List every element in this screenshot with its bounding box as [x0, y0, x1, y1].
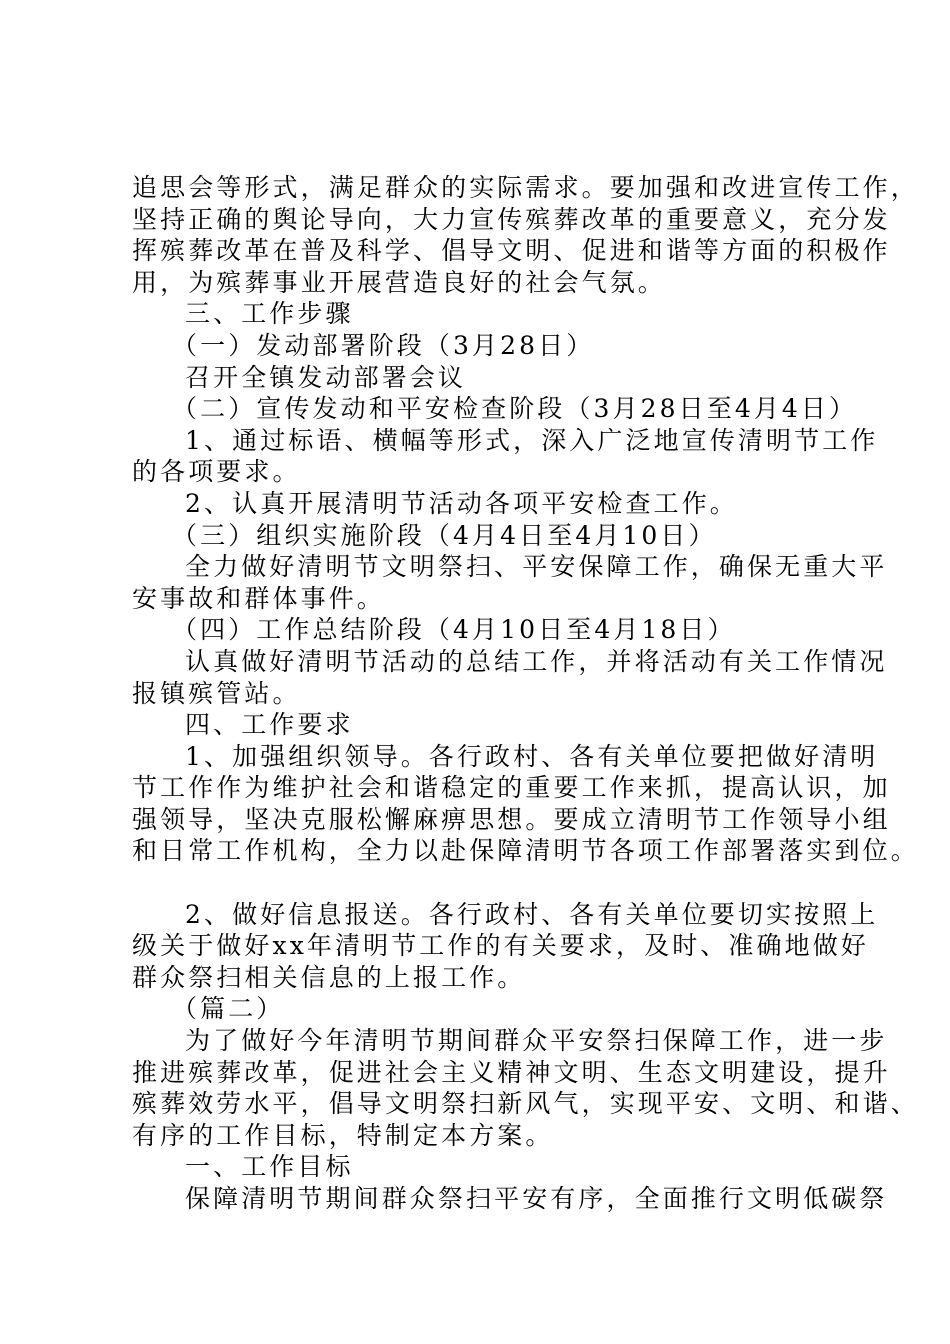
text-line: 节工作作为维护社会和谐稳定的重要工作来抓，提高认识，加: [132, 773, 891, 803]
text-line: 为了做好今年清明节期间群众平安祭扫保障工作，进一步: [185, 1026, 888, 1056]
text-line: 坚持正确的舆论导向，大力宣传殡葬改革的重要意义，充分发: [132, 204, 891, 234]
text-line: 追思会等形式，满足群众的实际需求。要加强和改进宣传工作，: [132, 173, 919, 202]
document-body: [132, 172, 919, 1215]
subsection-heading: （三）组织实施阶段（4月4日至4月10日）: [172, 520, 717, 550]
text-line: 殡葬效劳水平，倡导文明祭扫新风气，实现平安、文明、和谐、: [132, 1089, 919, 1119]
subsection-heading: （四）工作总结阶段（4月10日至4月18日）: [172, 615, 736, 645]
part-heading: （篇二）: [172, 994, 285, 1024]
text-line: 全力做好清明节文明祭扫、平安保障工作，确保无重大平: [185, 552, 888, 582]
text-line: 保障清明节期间群众祭扫平安有序，全面推行文明低碳祭: [185, 1184, 888, 1213]
subsection-heading: （二）宣传发动和平安检查阶段（3月28日至4月4日）: [172, 394, 858, 424]
text-line: 1、通过标语、横幅等形式，深入广泛地宣传清明节工作: [185, 425, 879, 455]
section-heading: 一、工作目标: [185, 1152, 354, 1182]
text-line: 认真做好清明节活动的总结工作，并将活动有关工作情况: [185, 646, 888, 676]
paragraph-gap: [132, 867, 832, 899]
text-line: 1、加强组织领导。各行政村、各有关单位要把做好清明: [185, 741, 879, 771]
text-line: 用，为殡葬事业开展营造良好的社会气氛。: [132, 267, 666, 297]
section-heading: 四、工作要求: [185, 710, 354, 740]
text-line: 召开全镇发动部署会议: [185, 362, 467, 392]
text-line: 有序的工作目标，特制定本方案。: [132, 1120, 554, 1150]
text-line: 推进殡葬改革，促进社会主义精神文明、生态文明建设，提升: [132, 1057, 891, 1087]
text-line: 安事故和群体事件。: [132, 583, 385, 613]
section-heading: 三、工作步骤: [185, 299, 354, 329]
text-line: 的各项要求。: [132, 457, 301, 487]
text-line: 和日常工作机构，全力以赴保障清明节各项工作部署落实到位。: [132, 836, 919, 866]
text-line: 强领导，坚决克服松懈麻痹思想。要成立清明节工作领导小组: [132, 804, 891, 834]
subsection-heading: （一）发动部署阶段（3月28日）: [172, 330, 595, 360]
text-line: 2、做好信息报送。各行政村、各有关单位要切实按照上: [185, 899, 879, 929]
text-line: 挥殡葬改革在普及科学、倡导文明、促进和谐等方面的积极作: [132, 236, 891, 266]
text-line: 群众祭扫相关信息的上报工作。: [132, 962, 526, 992]
text-line: 报镇殡管站。: [132, 678, 301, 708]
text-line: 2、认真开展清明节活动各项平安检查工作。: [185, 488, 738, 518]
text-line: 级关于做好xx年清明节工作的有关要求，及时、准确地做好: [132, 931, 869, 961]
